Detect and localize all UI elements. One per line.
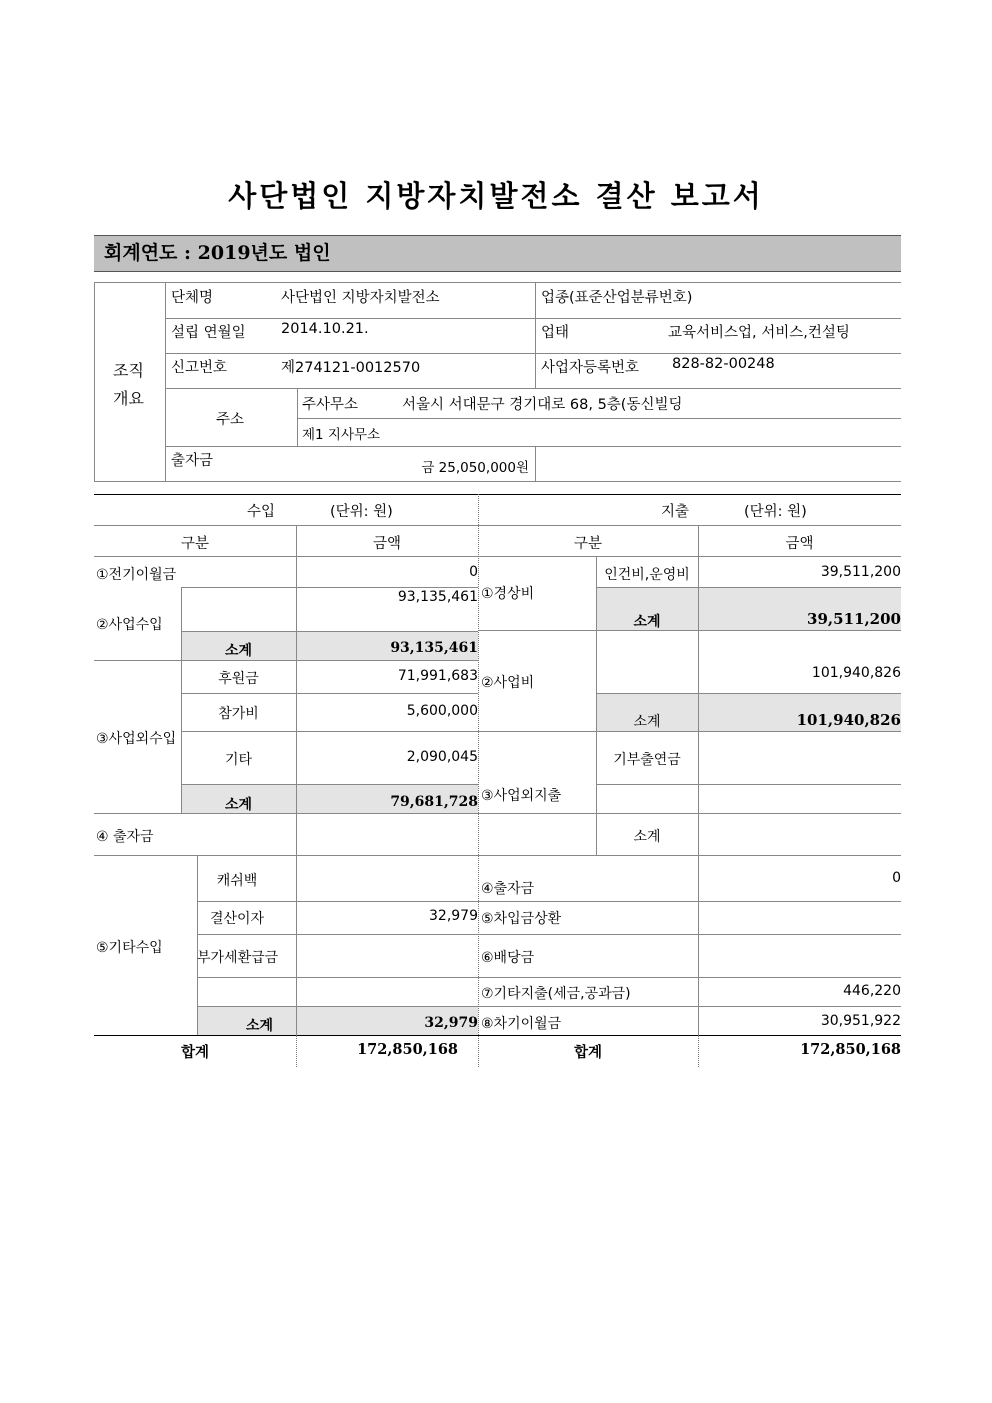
income-donation-label: 후원금 [218,671,259,687]
income-nonbiz-subtotal: 79,681,728 [390,794,478,810]
report-no-label: 신고번호 [171,360,228,376]
income-total-label: 합계 [180,1045,209,1061]
income-interest-value: 32,979 [429,908,478,924]
expense-other-label: ⑦기타지출(세금,공과금) [481,986,631,1002]
org-name-value: 사단법인 지방자치발전소 [281,290,440,306]
branch-office-label: 제1 지사무소 [302,427,381,443]
income-header: 수입 [247,504,276,520]
biz-reg-label: 사업자등록번호 [541,360,640,376]
expense-project-value: 101,940,826 [811,665,901,681]
income-donation-value: 71,991,683 [397,668,478,684]
main-office-value: 서울시 서대문구 경기대로 68, 5층(동신빌딩 [402,397,683,413]
expense-personnel-label: 인건비,운영비 [604,567,690,583]
capital-label: 출자금 [171,453,214,469]
expense-operating-subtotal: 39,511,200 [807,610,901,628]
fiscal-year-bar: 회계연도 : 2019년도 법인 [94,235,901,272]
expense-unit: (단위: 원) [744,504,807,520]
report-title: 사단법인 지방자치발전소 결산 보고서 [228,179,764,213]
income-business-value: 93,135,461 [397,589,478,605]
income-vat-label: 부가세환급금 [197,950,279,966]
industry-label: 업종(표준산업분류번호) [541,290,693,306]
income-nonbiz-subtotal-label: 소계 [224,797,253,813]
expense-nonbiz-subtotal-label: 소계 [633,829,661,845]
income-carryover-value: 0 [469,564,478,580]
expense-operating-label: ①경상비 [481,586,535,602]
income-col-amount: 금액 [372,536,401,552]
expense-carry-next-label: ⑧차기이월금 [481,1016,562,1032]
business-type-label: 업태 [541,325,570,341]
income-misc-subtotal: 32,979 [424,1015,478,1031]
income-total: 172,850,168 [357,1041,458,1058]
income-participation-label: 참가비 [218,706,259,722]
expense-nonbiz-label: ③사업외지출 [481,788,562,804]
section-label-org: 조직 [113,361,144,380]
income-cashback-label: 캐쉬백 [216,873,258,889]
biz-reg-value: 828-82-00248 [672,356,775,372]
org-name-label: 단체명 [171,290,214,306]
expense-total-label: 합계 [573,1045,602,1061]
income-capital-label: ④ 출자금 [96,829,154,845]
business-type-value: 교육서비스업, 서비스,컨설팅 [668,325,850,341]
expense-personnel-value: 39,511,200 [820,564,901,580]
income-business-subtotal: 93,135,461 [390,640,478,656]
income-col-category: 구분 [180,536,209,552]
income-nonbiz-label: ③사업외수입 [96,731,177,747]
section-label-overview: 개요 [113,389,144,408]
income-business-subtotal-label: 소계 [224,643,253,659]
income-unit: (단위: 원) [330,504,393,520]
income-interest-label: 결산이자 [209,911,265,927]
income-participation-value: 5,600,000 [406,703,478,719]
capital-value: 금 25,050,000원 [421,460,529,476]
main-office-label: 주사무소 [302,397,359,413]
expense-dividend-label: ⑥배당금 [481,950,535,966]
expense-col-category: 구분 [573,536,602,552]
income-misc-subtotal-label: 소계 [245,1018,274,1034]
income-other-value: 2,090,045 [406,749,478,765]
expense-project-subtotal-label: 소계 [633,714,661,730]
founded-value: 2014.10.21. [281,321,369,337]
expense-header: 지출 [661,504,690,520]
expense-donation-out-label: 기부출연금 [613,752,681,768]
expense-carry-next-value: 30,951,922 [820,1013,901,1029]
expense-project-label: ②사업비 [481,675,535,691]
expense-col-amount: 금액 [785,536,814,552]
expense-capital-value: 0 [892,870,901,886]
report-no-value: 제274121-0012570 [281,360,421,376]
income-business-label: ②사업수입 [96,617,163,633]
founded-label: 설립 연월일 [171,325,246,341]
expense-other-value: 446,220 [843,983,901,999]
expense-loan-label: ⑤차입금상환 [481,911,562,927]
address-label: 주소 [216,412,245,428]
expense-operating-subtotal-label: 소계 [633,614,661,630]
income-misc-label: ⑤기타수입 [96,940,163,956]
expense-capital-label: ④출자금 [481,881,535,897]
income-other-label: 기타 [224,752,253,768]
income-carryover-label: ①전기이월금 [96,567,177,583]
expense-project-subtotal: 101,940,826 [796,711,901,729]
expense-total: 172,850,168 [800,1041,901,1058]
